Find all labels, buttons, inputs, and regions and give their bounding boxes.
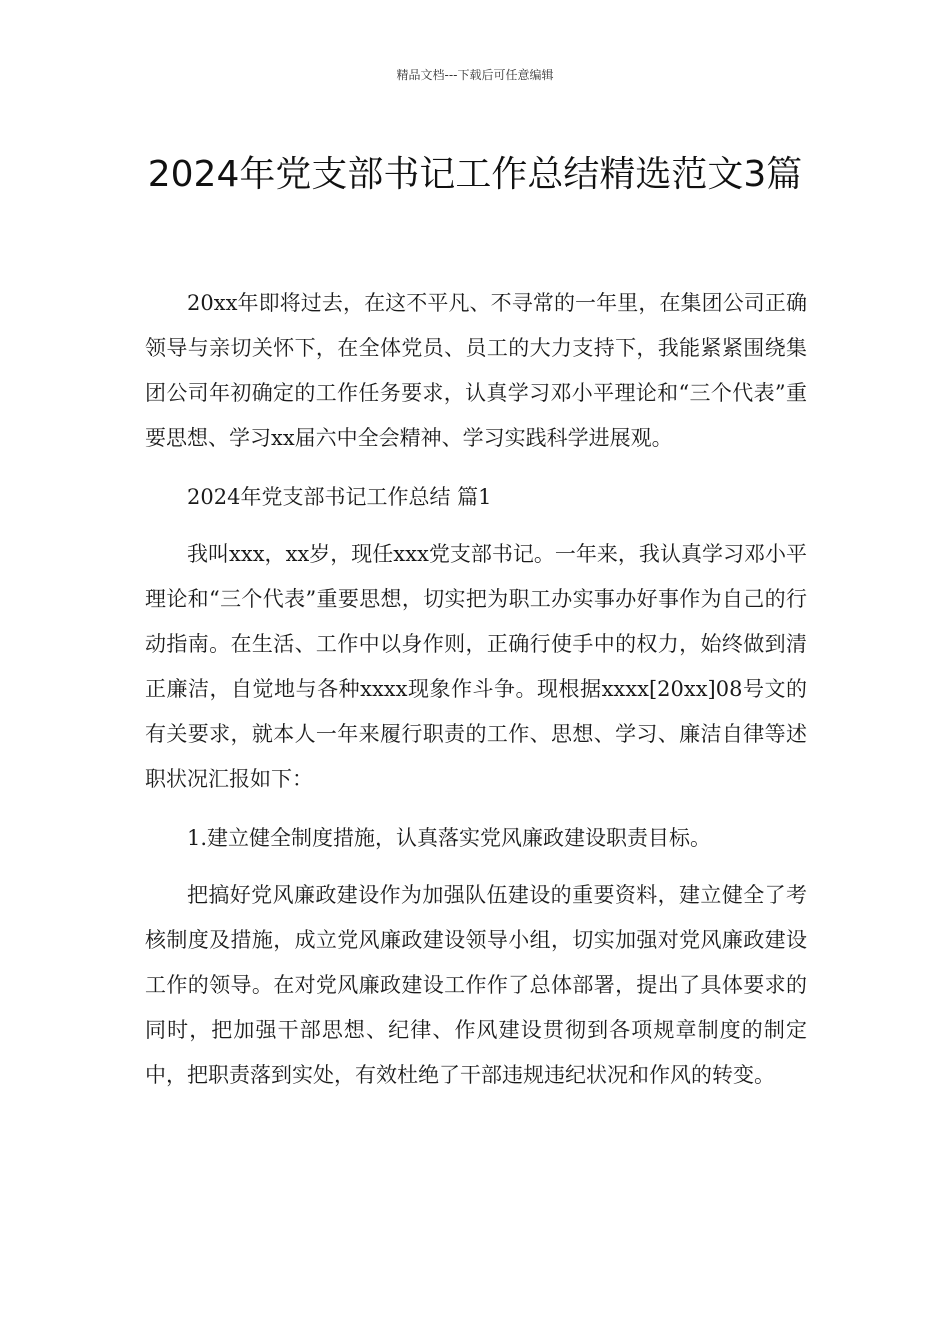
intro-paragraph: 20xx年即将过去，在这不平凡、不寻常的一年里，在集团公司正确领导与亲切关怀下，在全体党员、员工的大力支持下，我能紧紧围绕集团公司年初确定的工作任务要求，认真学习邓小平理论和“三个代表”重要思想、学习xx届六中全会精神、学习实践科学进展观。 xyxy=(145,291,807,450)
document-body xyxy=(145,281,807,1112)
section-heading: 2024年党支部书记工作总结 篇1 xyxy=(187,485,492,509)
document-title: 2024年党支部书记工作总结精选范文3篇 xyxy=(147,154,803,196)
body-paragraph: 把搞好党风廉政建设作为加强队伍建设的重要资料，建立健全了考核制度及措施，成立党风廉政建设领导小组，切实加强对党风廉政建设工作的领导。在对党风廉政建设工作作了总体部署，提出了具体要求的同时，把加强干部思想、纪律、作风建设贯彻到各项规章制度的制定中，把职责落到实处，有效杜绝了干部违规违纪状况和作风的转变。 xyxy=(145,883,807,1087)
numbered-heading: 1.建立健全制度措施，认真落实党风廉政建设职责目标。 xyxy=(187,826,712,850)
page-header: 精品文档---下载后可任意编辑 xyxy=(396,68,554,82)
body-paragraph: 我叫xxx，xx岁，现任xxx党支部书记。一年来，我认真学习邓小平理论和“三个代表”重要思想，切实把为职工办实事办好事作为自己的行动指南。在生活、工作中以身作则，正确行使手中的权力，始终做到清正廉洁，自觉地与各种xxxx现象作斗争。现根据xxxx[20xx]08号文的有关要求，就本人一年来履行职责的工作、思想、学习、廉洁自律等述职状况汇报如下： xyxy=(145,542,807,791)
